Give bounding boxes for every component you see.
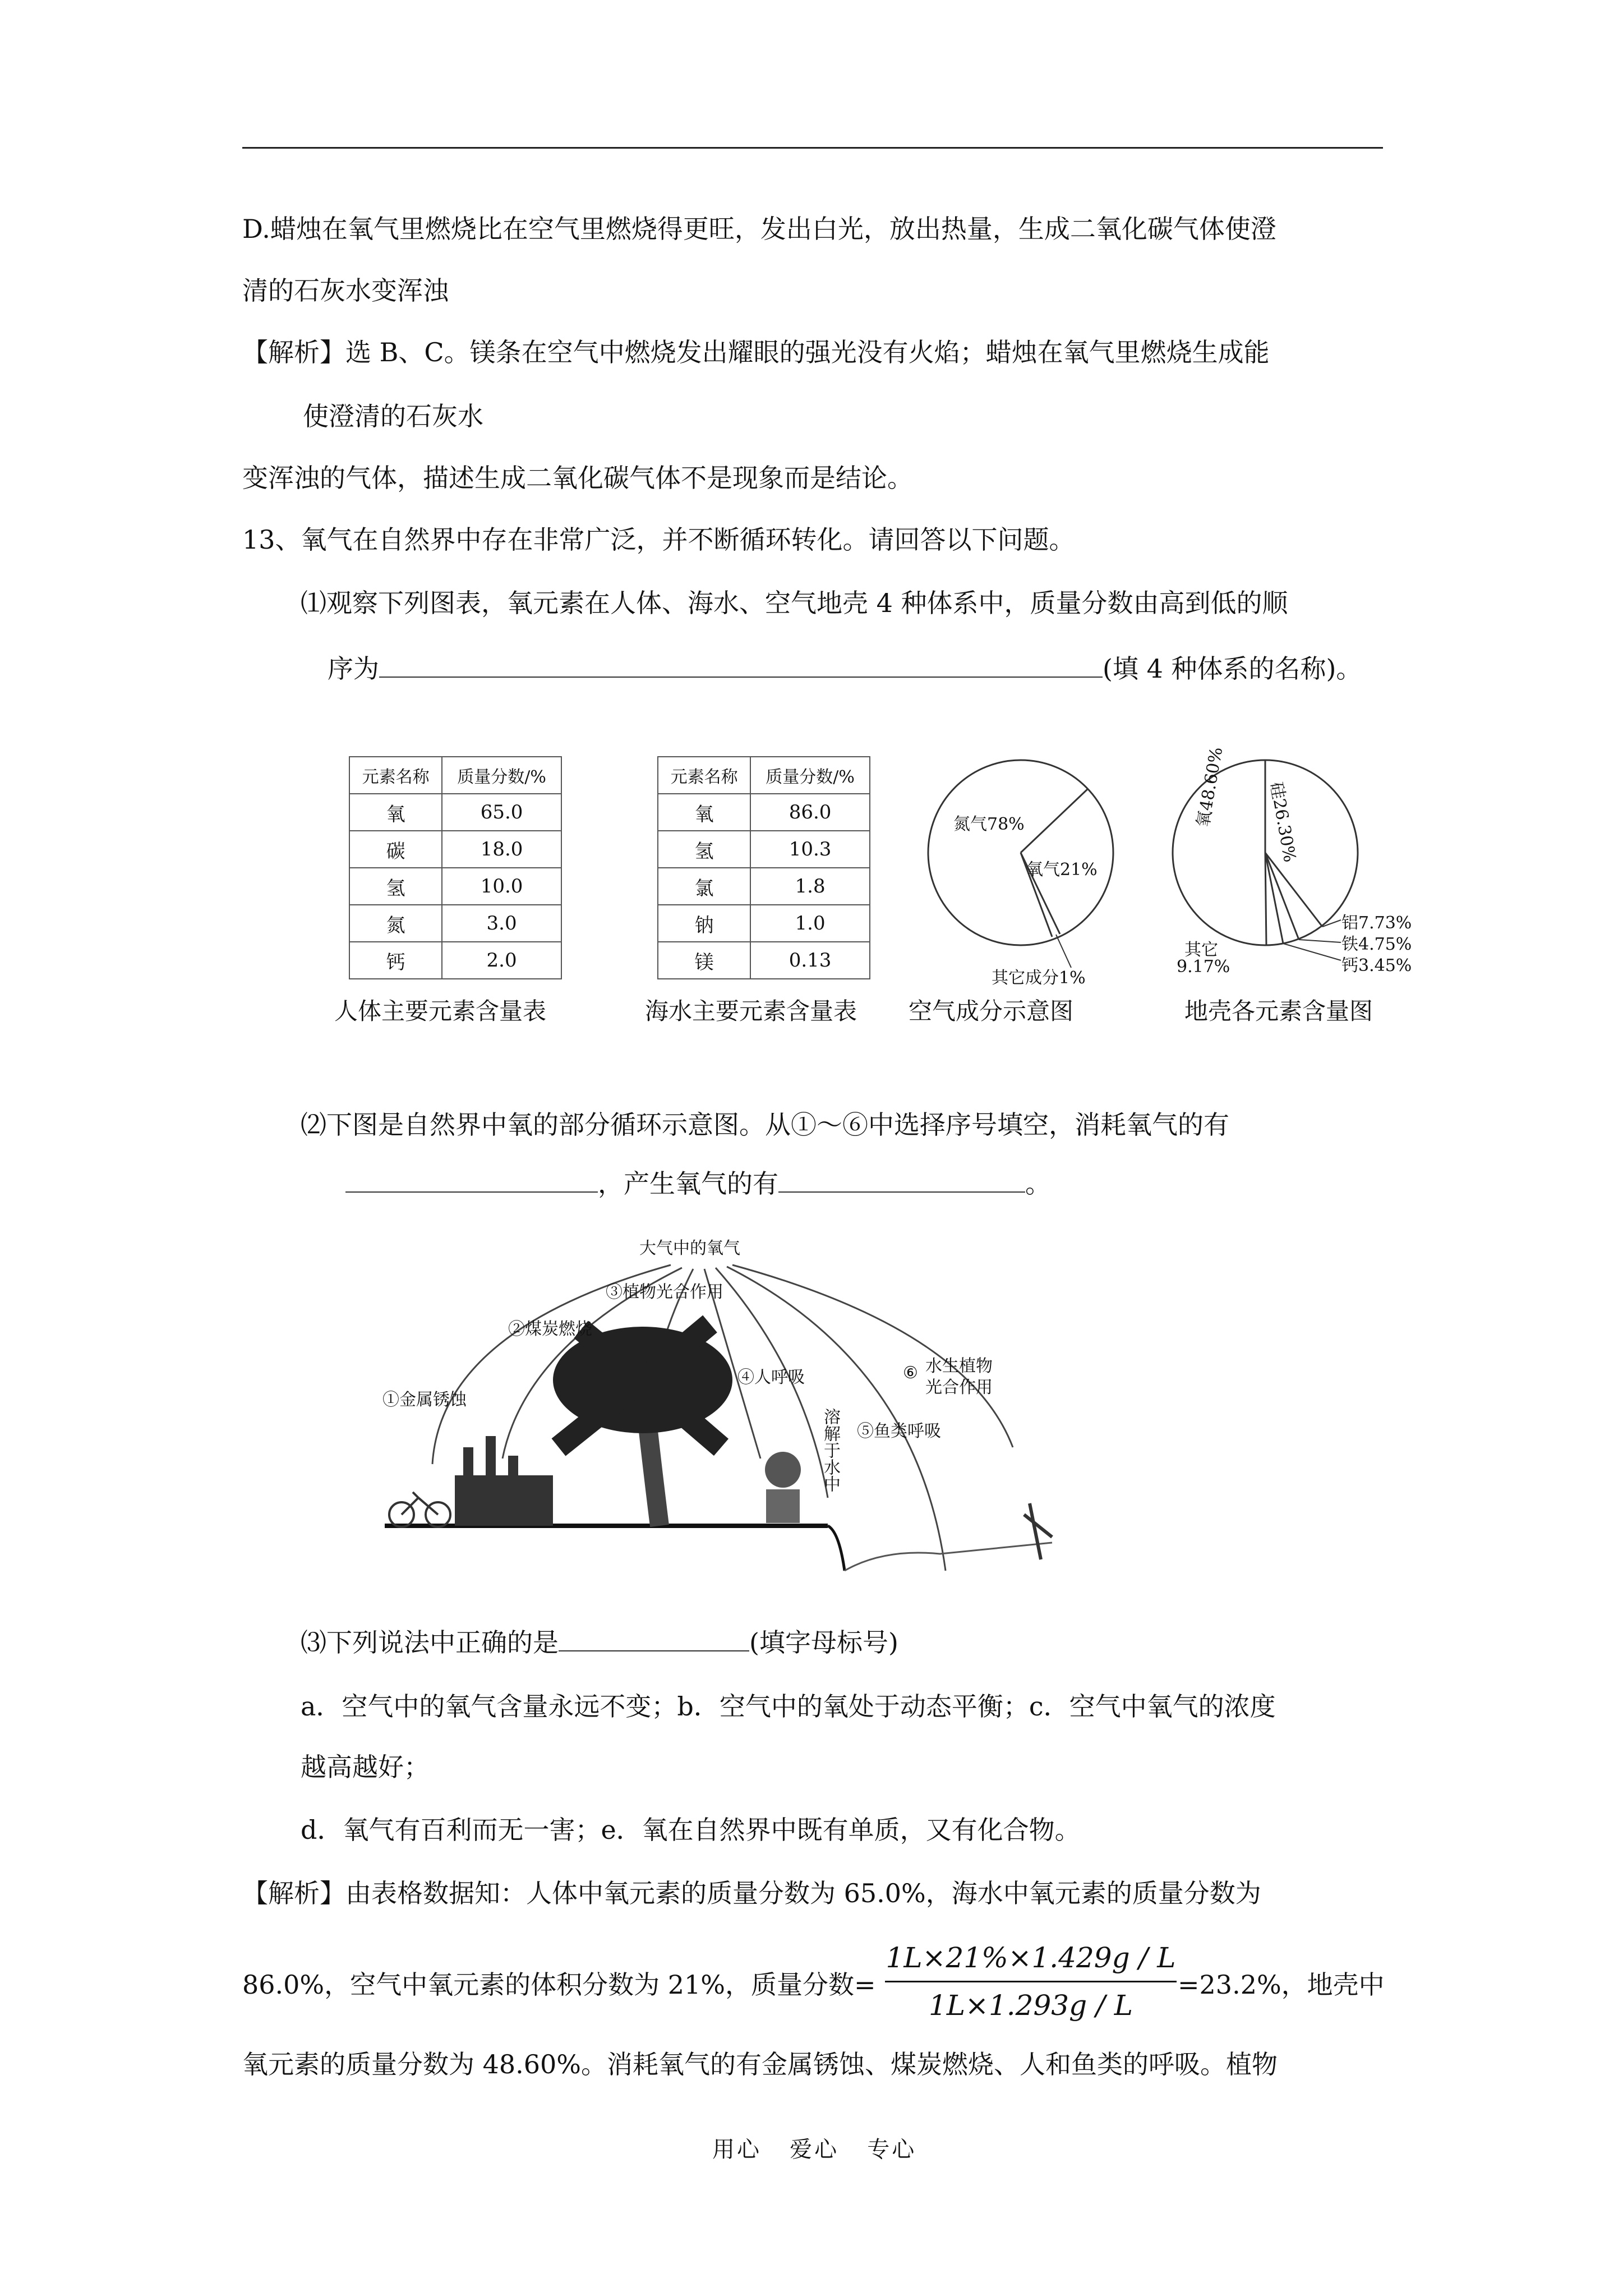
cell: 镁: [658, 942, 750, 979]
cell: 碳: [349, 831, 442, 868]
cell: 氧: [658, 794, 750, 831]
cell: 氢: [658, 831, 750, 868]
label-crust-other-value: 9.17%: [1177, 957, 1230, 977]
label-nitrogen: 氮气78%: [953, 815, 1025, 834]
th-value: 质量分数/%: [750, 757, 870, 794]
option-d-line2: 清的石灰水变浑浊: [242, 275, 449, 306]
question-13-2-line2: [345, 1167, 1051, 1200]
cycle-label-1: ①金属锈蚀: [382, 1390, 467, 1410]
cycle-label-6b: 光合作用: [925, 1378, 993, 1397]
page-footer: 用心 爱心 专心: [712, 2137, 917, 2162]
cell: 氢: [349, 868, 442, 905]
option-d-line1: D.蜡烛在氧气里燃烧比在空气里燃烧得更旺，发出白光，放出热量，生成二氧化碳气体使澄: [242, 214, 1276, 244]
label-oxygen: 氧气21%: [1026, 860, 1098, 880]
cell: 3.0: [442, 905, 561, 942]
cell: 86.0: [750, 794, 870, 831]
cycle-label-3: ③植物光合作用: [606, 1282, 723, 1302]
cell: 65.0: [442, 794, 561, 831]
cell: 10.0: [442, 868, 561, 905]
cycle-label-2: ②煤炭燃烧: [508, 1319, 592, 1339]
label-crust-aluminum: 铝7.73%: [1341, 913, 1412, 933]
q13-3-suffix: (填字母标号): [749, 1627, 898, 1658]
cell: 氯: [658, 868, 750, 905]
cycle-title: 大气中的氧气: [639, 1239, 740, 1258]
caption-crust: 地壳各元素含量图: [1184, 997, 1373, 1025]
cell: 18.0: [442, 831, 561, 868]
analysis-13-line2-pre: 86.0%，空气中氧元素的体积分数为 21%，质量分数=: [242, 1970, 876, 2000]
analysis-13-line2-post: =23.2%，地壳中: [1178, 1970, 1385, 2000]
q13-3-prefix: ⑶下列说法中正确的是: [301, 1627, 559, 1658]
oxygen-cycle-diagram: [379, 1234, 1103, 1582]
label-crust-oxygen: 氧48.60%: [1193, 746, 1227, 829]
cell: 钠: [658, 905, 750, 942]
answer-blank-produce[interactable]: [778, 1167, 1025, 1193]
formula-numerator: 1L×21%×1.429g / L: [886, 1941, 1176, 1974]
cycle-label-6: ⑥: [903, 1363, 918, 1383]
question-13-3: [301, 1626, 898, 1659]
options-de: d．氧气有百利而无一害；e．氧在自然界中既有单质，又有化合物。: [301, 1815, 1081, 1845]
analysis-13-line1: 【解析】由表格数据知：人体中氧元素的质量分数为 65.0%，海水中氧元素的质量分数为: [242, 1878, 1261, 1908]
caption-human: 人体主要元素含量表: [334, 997, 547, 1025]
mass-fraction-formula: [885, 1938, 1177, 2025]
caption-sea: 海水主要元素含量表: [645, 997, 857, 1025]
cell: 氧: [349, 794, 442, 831]
th-name: 元素名称: [658, 757, 750, 794]
answer-blank-consume[interactable]: [345, 1167, 598, 1193]
analysis-13-line3: 氧元素的质量分数为 48.60%。消耗氧气的有金属锈蚀、煤炭燃烧、人和鱼类的呼吸。植物: [242, 2049, 1278, 2079]
options-abc-line2: 越高越好；: [301, 1752, 430, 1782]
cycle-label-4: ④人呼吸: [737, 1368, 805, 1387]
table-human-elements: [349, 756, 562, 979]
analysis-12-line3: 变浑浊的气体，描述生成二氧化碳气体不是现象而是结论。: [242, 463, 913, 493]
cell: 氮: [349, 905, 442, 942]
question-13: 13、氧气在自然界中存在非常广泛，并不断循环转化。请回答以下问题。: [242, 524, 1075, 555]
cycle-label-5: ⑤鱼类呼吸: [857, 1421, 941, 1441]
q13-1-prefix: 序为: [328, 654, 379, 684]
cell: 1.8: [750, 868, 870, 905]
fraction-bar: [885, 1981, 1177, 1982]
label-crust-silicon: 硅26.30%: [1266, 780, 1300, 864]
analysis-12-line1: 【解析】选 B、C。镁条在空气中燃烧发出耀眼的强光没有火焰；蜡烛在氧气里燃烧生成能: [242, 337, 1270, 367]
cell: 10.3: [750, 831, 870, 868]
q13-2-end: 。: [1025, 1168, 1051, 1199]
cell: 0.13: [750, 942, 870, 979]
question-13-1-line2: [328, 652, 1362, 685]
formula-denominator: 1L×1.293g / L: [929, 1989, 1133, 2022]
q13-2-mid: ，产生氧气的有: [598, 1168, 778, 1199]
caption-air: 空气成分示意图: [909, 997, 1074, 1025]
th-value: 质量分数/%: [442, 757, 561, 794]
cell: 钙: [349, 942, 442, 979]
analysis-12-line2: 使澄清的石灰水: [303, 401, 483, 431]
cell: 1.0: [750, 905, 870, 942]
cycle-label-dissolve: 溶解于水中: [820, 1408, 840, 1492]
options-abc-line1: a．空气中的氧气含量永远不变；b．空气中的氧处于动态平衡；c．空气中氧气的浓度: [301, 1691, 1276, 1722]
answer-blank-1[interactable]: [379, 652, 1103, 678]
th-name: 元素名称: [349, 757, 442, 794]
q13-1-suffix: (填 4 种体系的名称)。: [1103, 654, 1362, 684]
label-crust-calcium: 钙3.45%: [1341, 956, 1412, 976]
answer-blank-3[interactable]: [559, 1626, 749, 1651]
header-rule: [242, 147, 1383, 149]
label-crust-iron: 铁4.75%: [1341, 935, 1412, 954]
table-sea-elements: [657, 756, 870, 979]
label-other-air: 其它成分1%: [992, 968, 1086, 988]
question-13-1-line1: ⑴观察下列图表，氧元素在人体、海水、空气地壳 4 种体系中，质量分数由高到低的顺: [301, 588, 1288, 618]
cell: 2.0: [442, 942, 561, 979]
question-13-2-line1: ⑵下图是自然界中氧的部分循环示意图。从①～⑥中选择序号填空，消耗氧气的有: [301, 1110, 1229, 1140]
cycle-label-6a: 水生植物: [925, 1356, 993, 1376]
label-crust-other: 其它: [1184, 940, 1218, 960]
